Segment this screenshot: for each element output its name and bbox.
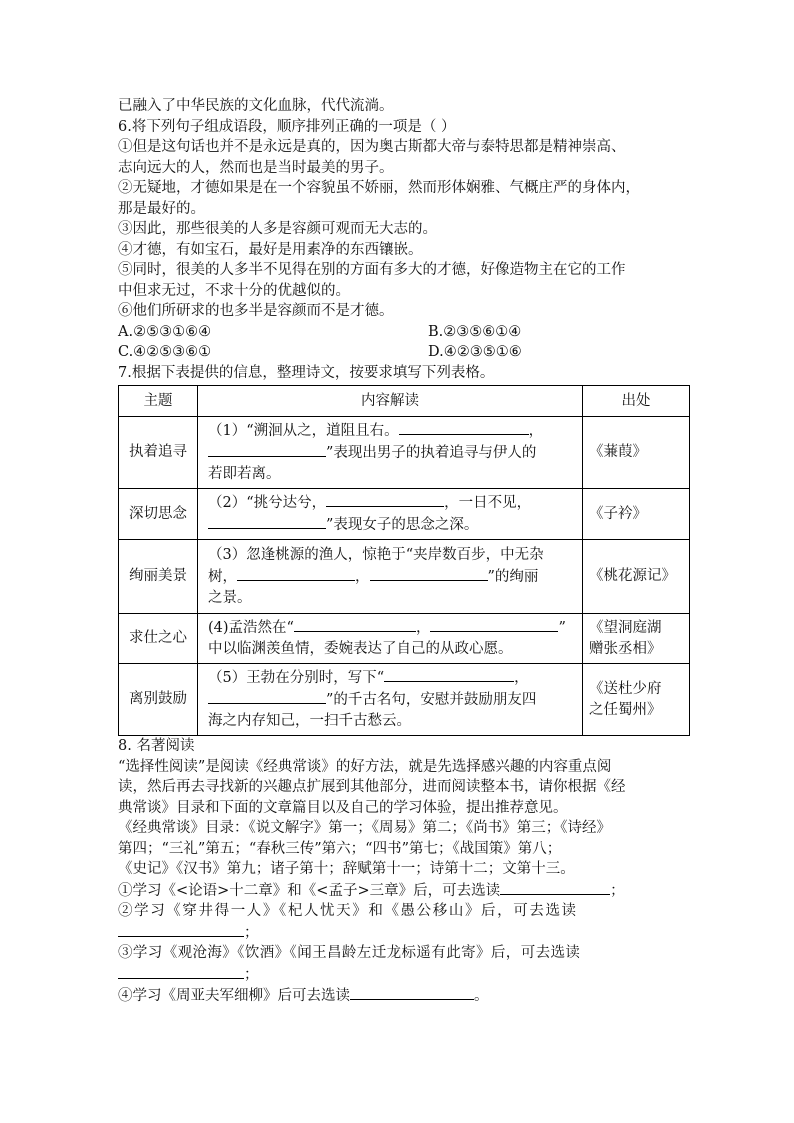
intro-line: 已融入了中华民族的文化血脉，代代流淌。	[118, 98, 394, 114]
q8-item-4-text: ④学习《周亚夫军细柳》后可去选读	[118, 988, 350, 1004]
table-row	[119, 540, 690, 614]
table-row	[119, 664, 690, 736]
q8-item-2	[118, 901, 692, 922]
header-source: 出处	[583, 386, 690, 417]
q8-item-4-blank[interactable]	[350, 985, 474, 1000]
row3-blank-2[interactable]	[370, 566, 488, 581]
q6-sentence-3: ③因此，那些很美的人多是容颜可观而无大志的。	[118, 221, 437, 237]
row3-blank-1[interactable]	[237, 566, 355, 581]
row2-text-3: ”表现女子的思念之深。	[326, 517, 479, 533]
q8-toc-b: 第四；“三礼”第五；“春秋三传”第六；“四书”第七；《战国策》第八；	[118, 840, 562, 857]
table-row	[119, 417, 690, 489]
q8-item-4-end: 。	[474, 988, 489, 1004]
q8-item-3-text: ③学习《观沧海》《饮酒》《闻王昌龄左迁龙标遥有此寄》后，可去选读	[118, 945, 581, 961]
row1-text-2: ，	[528, 423, 544, 439]
q6-option-b[interactable]: B.②③⑤⑥①④	[428, 323, 522, 340]
row1-text-4: 若即若离。	[208, 466, 281, 482]
row2-theme: 深切思念	[119, 489, 198, 540]
row2-blank-1[interactable]	[326, 492, 444, 507]
row5-source-b: 之任蜀州》	[589, 701, 662, 718]
row3-text-1: （3）忽逢桃源的渔人，惊艳于“夹岸数百步，中无杂	[208, 546, 544, 563]
row4-source	[583, 614, 690, 664]
q6-title: 6.将下列句子组成语段，顺序排列正确的一项是（ ）	[118, 118, 456, 135]
row2-text-2: ，一日不见，	[444, 495, 532, 511]
q6-options-row-2	[118, 342, 692, 363]
q8-para-1b: 读，然后再去寻找新的兴趣点扩展到其他部分，进而阅读整本书，请你根据《经	[118, 779, 626, 795]
row1-source: 《蒹葭》	[583, 417, 690, 489]
q6-sentence-1a: ①但是这句话也并不是永远是真的，因为奥古斯都大帝与泰特思都是精神崇高、	[118, 139, 626, 155]
q7-title: 7.根据下表提供的信息，整理诗文，按要求填写下列表格。	[118, 364, 495, 381]
row1-content	[198, 417, 583, 489]
q6-sentence-6: ⑥他们所研求的也多半是容颜而不是才德。	[118, 303, 394, 319]
q6-sentence-2: ②无疑地，才德如果是在一个容貌虽不娇丽，然而形体娴雅、气概庄严的身体内，	[118, 180, 640, 196]
row3-text-2: 树，	[208, 568, 237, 585]
row5-theme: 离别鼓励	[119, 664, 198, 736]
row4-source-a: 《望洞庭湖	[589, 619, 662, 636]
q6-sentence-5-cont: 中但求无过，不求十分的优越似的。	[118, 282, 350, 299]
header-theme: 主题	[119, 386, 198, 417]
row5-source-a: 《送杜少府	[589, 680, 662, 697]
q6-sentence-1-cont: 志向远大的人，然而也是当时最美的男子。	[118, 159, 394, 176]
q8-item-3	[118, 943, 692, 964]
q6-option-d[interactable]: D.④②③⑤①⑥	[428, 344, 522, 360]
q8-item-1-text: ①学习《<论语>十二章》和《<孟子>三章》后，可去选读	[118, 882, 501, 899]
row3-theme: 绚丽美景	[119, 540, 198, 614]
q8-item-1-blank[interactable]	[500, 880, 610, 895]
q8-item-1	[118, 880, 692, 902]
q6-option-a[interactable]: A.②⑤③①⑥④	[118, 323, 212, 340]
row3-text-4: ”的绚丽	[487, 568, 539, 585]
q8-item-2-cont	[118, 922, 692, 944]
row4-source-b: 赠张丞相》	[589, 640, 662, 657]
row4-content	[198, 614, 583, 664]
q6-sentence-1	[118, 137, 692, 158]
q8-item-2-text: ②学习《穿井得一人》《杞人忧天》和《愚公移山》后，可去选读	[118, 903, 578, 919]
q6-sentence-2-cont: 那是最好的。	[118, 200, 205, 217]
row5-source	[583, 664, 690, 736]
q8-item-4	[118, 985, 692, 1007]
row3-text-5: 之景。	[208, 589, 252, 606]
q8-title: 8. 名著阅读	[118, 738, 195, 754]
row2-content	[198, 489, 583, 540]
row4-text-2: ，	[415, 620, 431, 636]
q8-para-1c: 典常谈》目录和下面的文章篇目以及自己的学习体验，提出推荐意见。	[118, 799, 568, 816]
row5-blank-1[interactable]	[384, 667, 514, 682]
row5-content	[198, 664, 583, 736]
q8-item-2-end: ；	[244, 924, 259, 941]
row4-text-4: 中以临渊羡鱼情，委婉表达了自己的从政心愿。	[208, 641, 513, 657]
q8-item-3-end: ；	[244, 966, 259, 983]
table-row	[119, 614, 690, 664]
row1-text-3: ”表现出男子的执着追寻与伊人的	[326, 445, 537, 461]
row3-source: 《桃花源记》	[583, 540, 690, 614]
row2-text-1: （2）“挑兮达兮，	[208, 495, 327, 511]
q8-item-3-blank[interactable]	[118, 964, 244, 979]
row4-text-3: ”	[558, 620, 566, 636]
row3-content	[198, 540, 583, 614]
row2-source: 《子衿》	[583, 489, 690, 540]
row4-blank-1[interactable]	[294, 617, 416, 632]
q8-para-1a: “选择性阅读”是阅读《经典常谈》的好方法，就是先选择感兴趣的内容重点阅	[118, 758, 612, 775]
row1-blank-2[interactable]	[208, 442, 326, 457]
q8-toc-c: 《史记》《汉书》第九；诸子第十；辞赋第十一；诗第十二；文第十三。	[118, 861, 575, 877]
row1-theme: 执着追寻	[119, 417, 198, 489]
q8-toc-a: 《经典常谈》目录：《说文解字》第一；《周易》第二；《尚书》第三；《诗经》	[118, 820, 611, 836]
q6-sentence-5: ⑤同时，很美的人多半不见得在别的方面有多大的才德，好像造物主在它的工作	[118, 262, 626, 278]
row5-text-2: ，	[514, 670, 529, 686]
row5-text-3: ”的千古名句，安慰并鼓励朋友四	[326, 692, 537, 708]
q6-option-c[interactable]: C.④②⑤③⑥①	[118, 344, 212, 360]
row5-text-1: （5）王勃在分别时，写下“	[208, 670, 385, 686]
document-body	[118, 96, 692, 1007]
row4-blank-2[interactable]	[430, 617, 558, 632]
q6-options-row-1	[118, 322, 692, 343]
row1-blank-1[interactable]	[399, 420, 529, 435]
row4-theme: 求仕之心	[119, 614, 198, 664]
row5-blank-2[interactable]	[208, 689, 326, 704]
q7-header-row	[119, 386, 690, 417]
row5-text-4: 海之内存知己，一扫千古愁云。	[208, 713, 411, 729]
q8-item-3-cont	[118, 964, 692, 986]
q8-item-2-blank[interactable]	[118, 922, 244, 937]
header-content: 内容解读	[198, 386, 583, 417]
q8-item-1-end: ；	[610, 882, 625, 899]
table-row	[119, 489, 690, 540]
row2-blank-2[interactable]	[208, 514, 326, 529]
q7-table	[118, 385, 690, 736]
row1-text-1: （1）“溯洄从之，道阻且右。	[208, 423, 399, 439]
row3-text-3: ，	[355, 568, 370, 585]
row4-text-1: (4)孟浩然在“	[208, 620, 294, 636]
q6-sentence-4: ④才德，有如宝石，最好是用素净的东西镶嵌。	[118, 241, 423, 258]
